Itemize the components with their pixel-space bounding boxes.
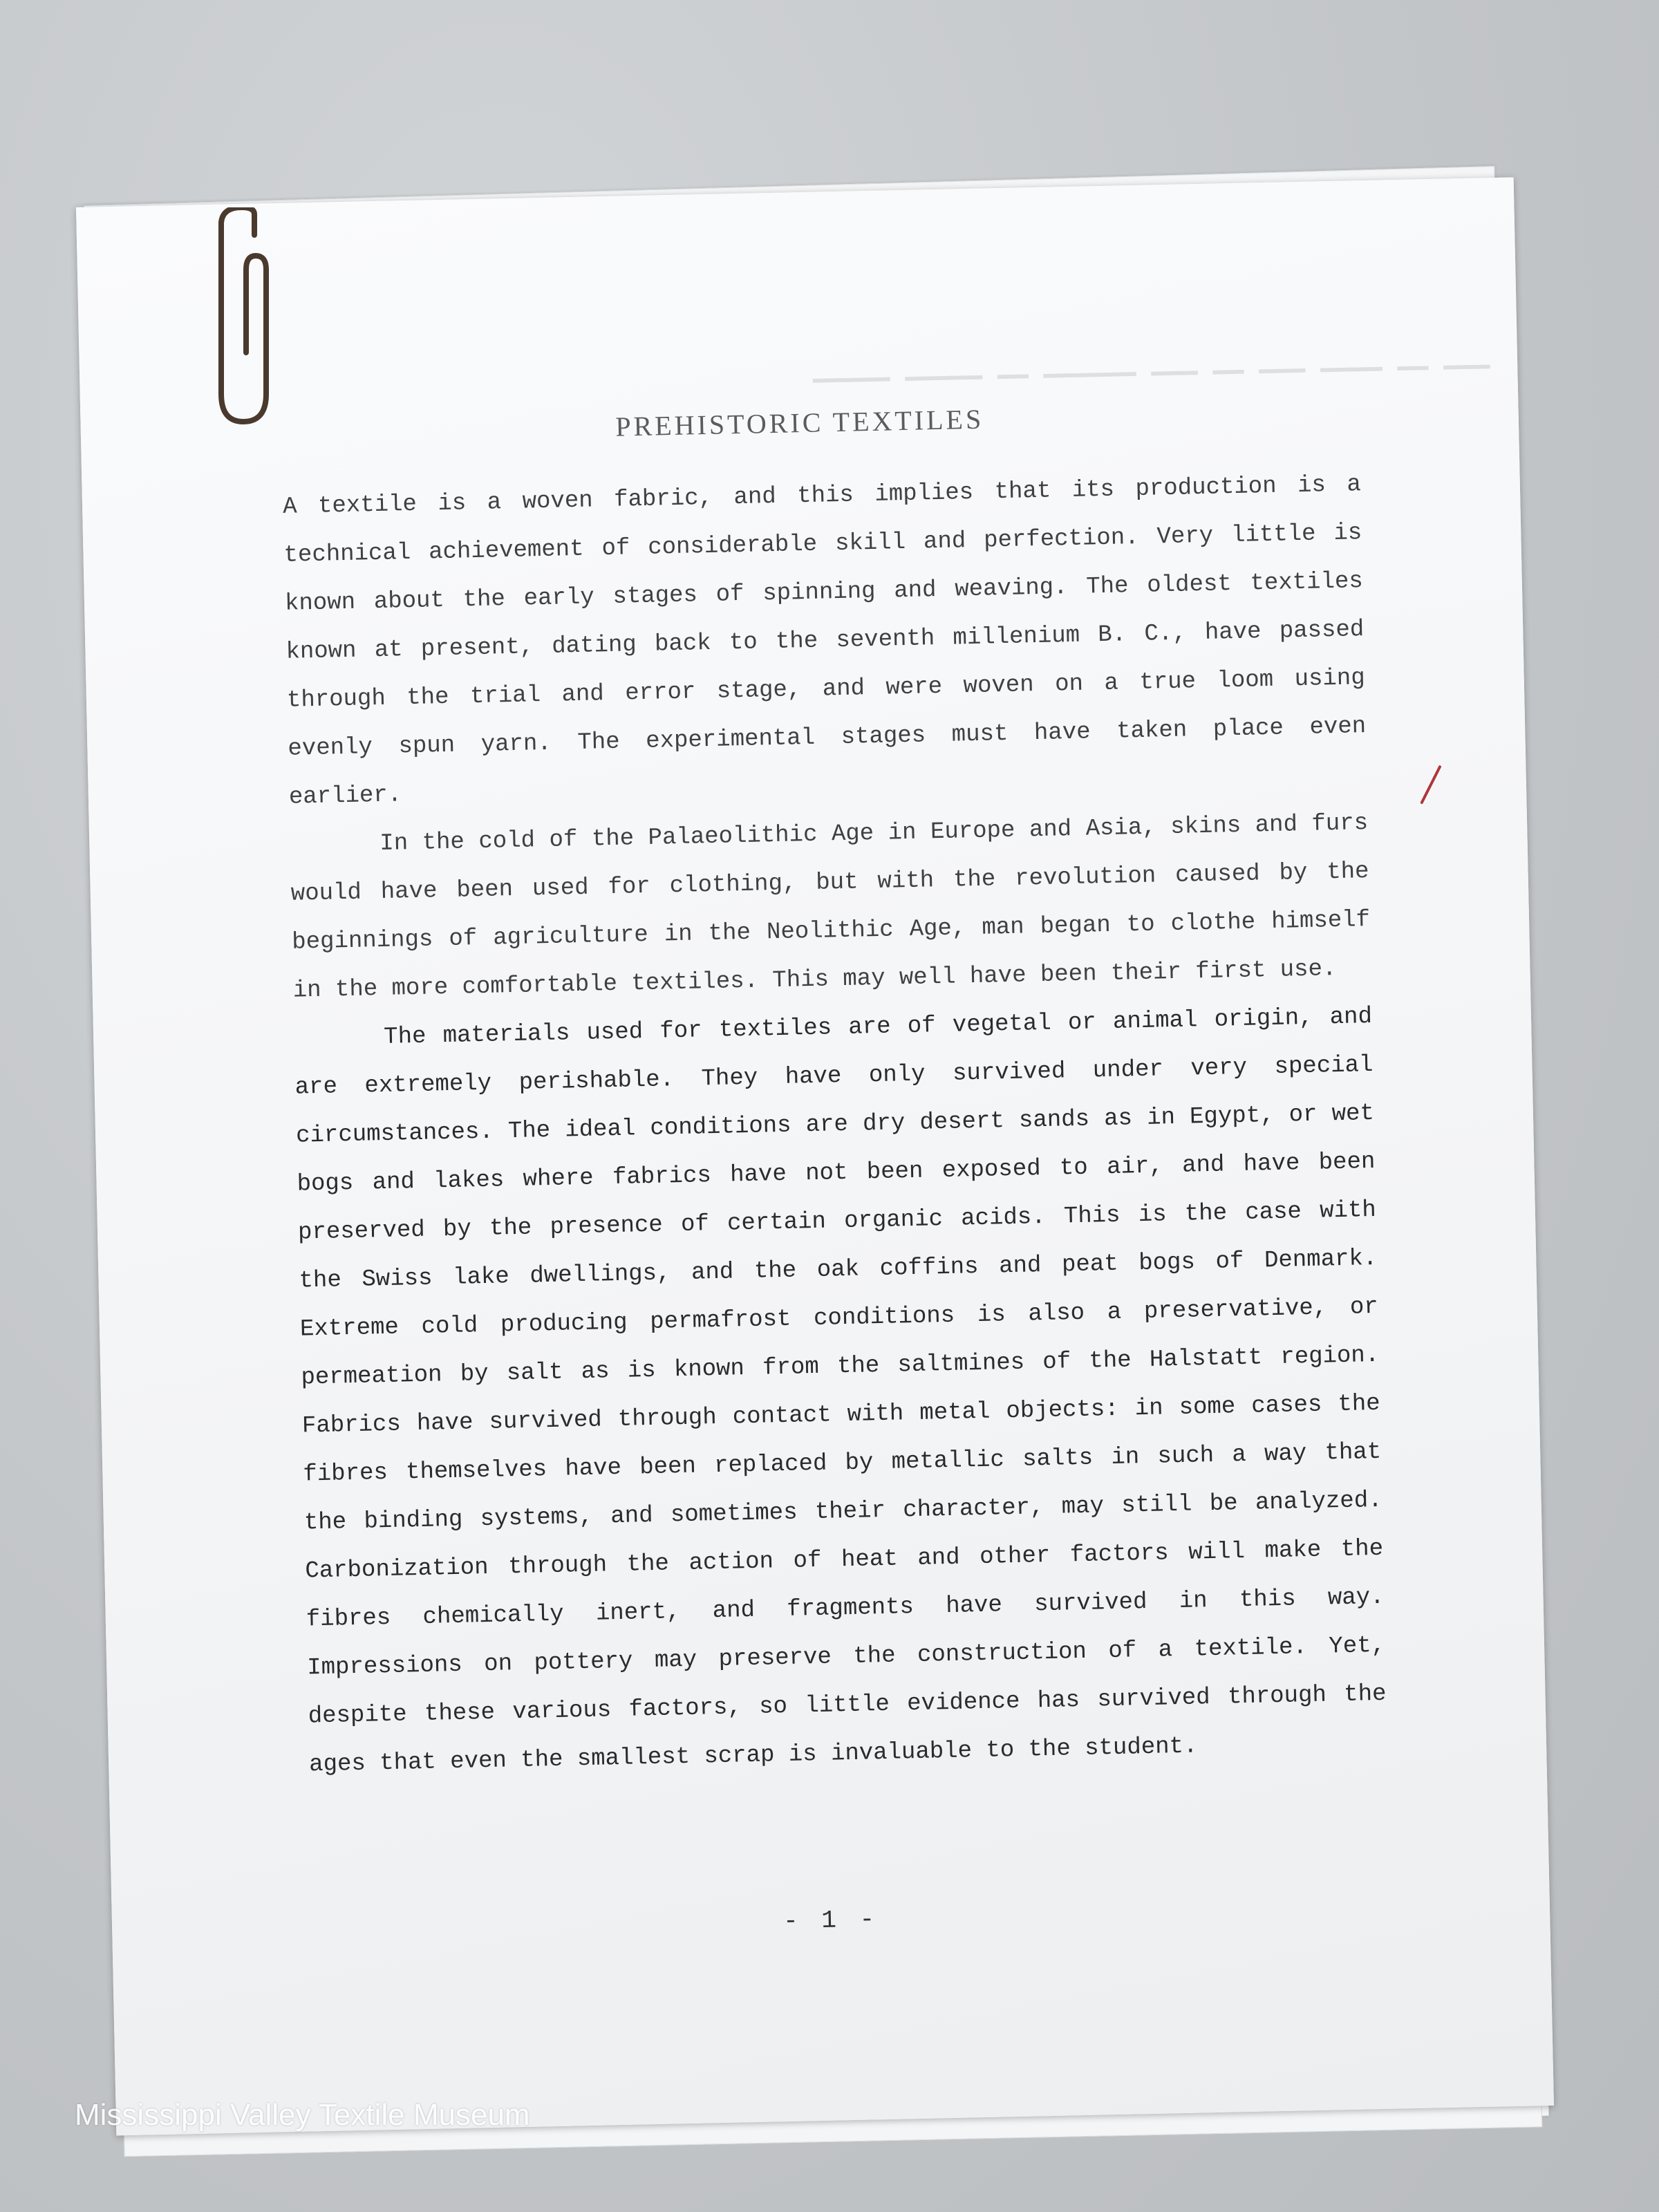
paragraph: A textile is a woven fabric, and this implies that its production is a technical achievement of considerable skill and perfection. Very little is known about the early stages of spinning and weaving. The oldest textiles known at present, dating back to the seventh millenium B. C., have passed through the trial and error stage, and were woven on a true loom using evenly spun yarn. The experimental stages must have taken place even earlier. <box>282 471 1367 811</box>
red-tick-mark <box>1420 765 1442 805</box>
paragraph: The materials used for textiles are of vegetal or animal origin, and are extremely perishable. They have only survived under very special circumstances. The ideal conditions are dry desert sands as in Egypt, or wet bogs and lakes where fabrics have not been exposed to air, and have been preserved by the presence of certain organic acids. This is the case with the Swiss lake dwellings, and the oak coffins and peat bogs of Denmark. Extreme cold producing permafrost conditions is also a preservative, or permeation by salt as is known from the saltmines of the Halstatt region. Fabrics have survived through contact with metal objects: in some cases the fibres themselves have been replaced by metallic salts in such a way that the binding systems, and sometimes their character, may still be analyzed. Carbonization through the action of heat and other factors will make the fibres chemically inert, and fragments have survived in this way. Impressions on pottery may preserve the construction of a textile. Yet, despite these various factors, so little evidence has survived through the ages that even the smallest scrap is invaluable to the student. <box>294 1003 1387 1779</box>
watermark-text: Mississippi Valley Textile Museum <box>75 2098 530 2132</box>
document-page <box>76 177 1554 2135</box>
bleed-through-text: ▔▔▔ ▔▔ ▔▔▔▔ ▔▔▔ ▔▔ ▔▔▔ ▔▔▔▔▔▔ ▔▔ ▔▔▔▔▔ ▔▔▔▔▔ <box>813 368 1491 411</box>
page-number: - 1 - <box>782 1905 879 1936</box>
document-body <box>282 460 1387 1789</box>
document-title: PREHISTORIC TEXTILES <box>615 403 984 442</box>
paragraph: In the cold of the Palaeolithic Age in Europe and Asia, skins and furs would have been used for clothing, but with the revolution caused by the beginnings of agriculture in the Neolithic Age, man began to clothe himself in the more comfortable textiles. This may well have been their first use. <box>290 810 1371 1004</box>
paperclip-icon <box>200 207 283 435</box>
